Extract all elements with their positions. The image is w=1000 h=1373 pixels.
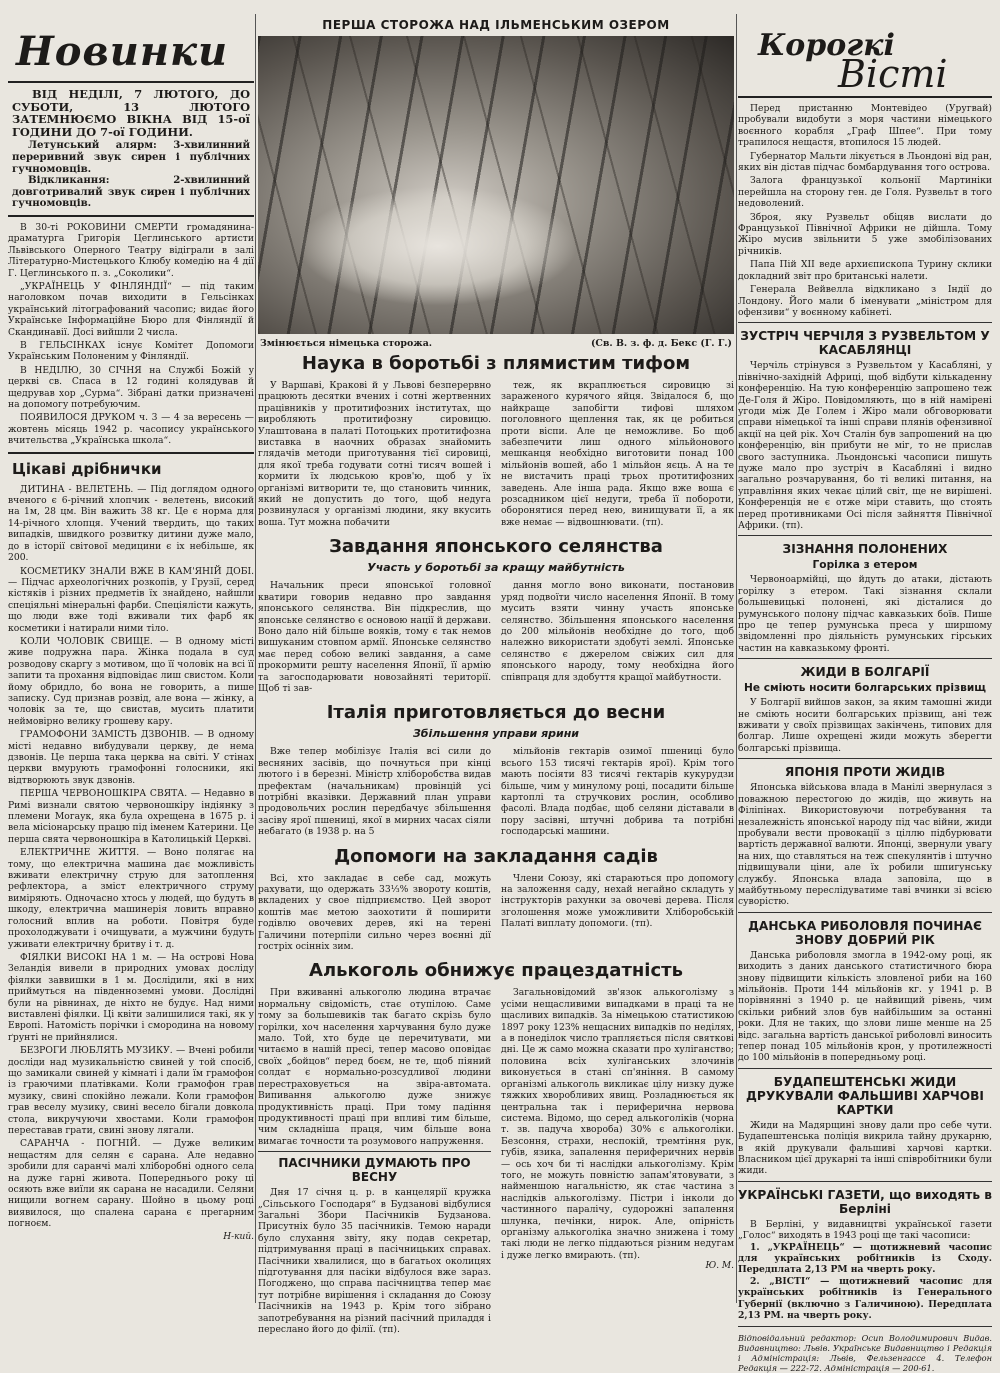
curiosity-item: БЕЗРОГИ ЛЮБЛЯТЬ МУЗИКУ. — Вчені робили досліди над музикальністю свиней у той спосіб, що замикали свиней у кімнаті і дали їм грамофон із граючими платівками. Коли грамофон грав музику, свині спокійно лежали. Коли грамофон грав веселу музику, свині весело бігали довкола стола, викручуючи хвостами. Коли грамофон переставав грати, свині знову лягали. (8, 1045, 254, 1136)
article-text: Дня 17 січня ц. р. в канцелярії кружка „Сільського Господаря“ в Будзанові відбулися Загальні Збори Пасічників Будзанова. Присутніх було 35 пасічників. Темою наради було слухання звіту, яку подав секретар, підтримування праці в пасічницьких справах. Пасічники хвалилися, що в багатьох околицях підготування для пасіки відбулося вже зараз. Погоджено, що справа пасічництва тепер має тут потрібне вирішення і складання до Союзу Пасічників на 1943 р. Крім того зібрано запотребування на різний пасічний приладдя і переслано його до філії. (тп). (258, 1187, 491, 1335)
berlin-papers-headline: УКРАЇНСЬКІ ГАЗЕТИ, що виходять в Берліні (738, 1187, 992, 1216)
all-clear-notice: Відкликання: 2-хвилинний довготривалий звук сирен і публічних гучномовців. (12, 174, 250, 210)
curiosity-item: КОЛИ ЧОЛОВІК СВИЩЕ. — В одному місті живе подружна пара. Жінка подала в суд розводову скаргу з мотивом, що її чоловік на всі її запити та прохання відповідає лиш свистом. Коли йому обридло, бо вона не говорить, а пише записку. Суд признав розвід, але вона — жінку, а чоловік за те, що свистав, мусить платити неймовірно велику грошеву кару. (8, 635, 254, 727)
divider (8, 452, 254, 454)
gardens-headline: Допомоги на закладання садів (334, 845, 658, 867)
article-text: дання могло воно виконати, постановив уряд подвоїти число населення Японії. В тому мусить взяти чинну участь японське селянство. Збільшення японського населення до 200 мільйонів необхідне до того, щоб належно використати здобуті землі. Японське селянство є джерелом свіжих сил для японського народу, тому необхідна його співпраця для здобуття кращої майбутности. (501, 580, 734, 683)
beekeepers-headline: ПАСІЧНИКИ ДУМАЮТЬ ПРО ВЕСНУ (278, 1156, 471, 1185)
bulgaria-headline: ЖИДИ В БОЛГАРІЇ (800, 665, 930, 680)
article-text: Загальновідомий зв'язок алькоголізму з усіми нещасливими випадками в праці та не щасливих випадків. За німецькою статистикою 1897 року 123% нещасних випадків по неділях, а в понеділок число трапляється після святкові дні. Це ж само можна сказати про хуліганство; половина всіх хуліганських злочинів виконується в стані сп'яніння. В самому організмі алькоголь викликає цілу низку дуже тяжких хворобливих явищ. Розладнюється як центральна так і периферична нервова система. Відомо, що серед алькоголіків (чорна т. зв. падуча хвороба) 30% є алькоголіки. Безсоння, страхи, неспокій, тремтіння рук, губів, язика, запалення периферичних нервів — ось хоч би ті наслідки алькоголізму. Крім того, не можуть повністю запам'ятовувати, з найменшою нагальністю, як стає частина з наслідків алькоголізму. Пістри і інколи до частинного паралічу, судорожні запалення шлунка, печінки, нирок. Але, опірність організму алькоголіка значно знижена і тому такі люди не легко піддаються різним недугам і дуже легко вмирають. (тп). (501, 987, 734, 1261)
masthead-word-1: Корогкі (758, 28, 895, 63)
divider (258, 1151, 491, 1152)
divider (8, 81, 254, 83)
masthead-word-2: Вісті (838, 52, 948, 96)
prisoners-subheadline: Горілка з етером (812, 559, 918, 572)
imprint-footer: Відповідальний редактор: Осип Володимирович Видав. Видавництво: Львів. Українське Видавництво і Редакція і Адміністрація: Львів, Фельзенгассе 4. Телефон Редакція — 222-72. Адміністрація — 200-61. (738, 1332, 992, 1373)
divider (738, 658, 992, 659)
article-text: У Варшаві, Кракові й у Львові безперервно працюють десятки вчених і сотні жертвенних працівників у протитифозних інститутах, що виробляють протитифозну сировицю. Улаштована в палаті Потоцьких протитифозна виставка в наочних образах знайомить глядачів методи приготування тієї сировиці, для якої треба годувати сотні тисяч вошей і кормити їх людською кров'ю, щоб у їх організмі витворити те, що становить чинник, який не допустить до того, щоб недуга розвинулася у організмі людини, яку вкусить воша. Тут можна побачити (258, 380, 491, 528)
novynky-masthead: Новинки (16, 28, 229, 75)
paper-item: 2. „ВІСТІ“ — щотижневий часопис для українських робітників із Генерального Губернії (включно з Галичиною). Передплата 2,13 РМ. на чверть року. (738, 1275, 992, 1322)
paper-item: 1. „УКРАЇНЕЦЬ“ — щотижневий часопис для українських робітників із Сходу. Передплата 2,13 РМ на чверть року. (738, 1241, 992, 1276)
sentry-photo (258, 36, 734, 334)
article-text: Начальник преси японської головної кватири говорив недавно про завдання японського селянства. Він підкреслив, що японське селянство є основою нації й держави. Воно дало ній більше вояків, тому є так немов вишуканим стовпом армії. Японське селянство має перед собою великі завдання, а саме прокормити решту населення Японії, її армію та загосподарювати новозайняті території. Щоб ті зав- (258, 580, 491, 694)
caption-text: Змінюється німецька сторожа. (260, 338, 433, 349)
prisoners-headline: ЗІЗНАННЯ ПОЛОНЕНИХ (782, 542, 948, 557)
italy-subheadline: Збільшення управи ярини (412, 727, 580, 741)
article-text: Жиди на Мадярщині знову дали про себе чути. Будапештенська поліція викрила тайну друкарню, в якій друкували фальшиві харчові картки. Власником цієї друкарні та інші співробітники були жиди. (738, 1119, 992, 1177)
alcohol-headline: Алькоголь обнижує працездатність (309, 960, 683, 982)
divider (738, 912, 992, 913)
author-sign: Ю. М. (705, 1261, 734, 1272)
curiosity-item: ПЕРША ЧЕРВОНОШКІРА СВЯТА. — Недавно в Римі визнали святою червоношкіру індіянку з племени Могаук, яка була охрещена в 1675 р. і вела місіонарську працю під іменем Катерини. Це перша свята червоношкіра в Католицькій Церкві. (8, 788, 254, 845)
author-sign: Н-кий. (223, 1231, 254, 1242)
bulgaria-subheadline: Не сміють носити болгарських прізвищ (743, 682, 987, 695)
short-news-masthead (758, 28, 992, 96)
curiosities-title: Цікаві дрібнички (12, 459, 162, 478)
danish-fishing-headline: ДАНСЬКА РИБОЛОВЛЯ ПОЧИНАЄ ЗНОВУ ДОБРИЙ РІК (748, 918, 982, 947)
article-text: Японська військова влада в Манілі звернулася з поважною перестогою до жидів, що живуть на Філіпінах. Використовуючи потребування та незалежність японської народу під час війни, жиди пробували вести провокації з ціллю підбурювати вартість державної валюти. Японці, звернули увагу на них, що ставляться на теж спекулянтів і штучно підвищували ціни, але їх робили шпигунську службу. Японська влада заповіла, що в майбутньому переслідуватиме таві вчинки зі всією суворістю. (738, 782, 992, 908)
article-text: В Берліні, у видавництві української газети „Голос“ виходять в 1943 році ще такі часописи: (738, 1218, 992, 1242)
article-text: теж, як вкраплюється сировицю зі зараженого курячого яйця. Звідалося б, що найкраще запобігти тифові шляхом поголовного щеплення так, як це робиться проти віспи. Але це неможливе. Бо щоб забезпечити лиш одного мільйонового мешканця необхідно виготовити понад 100 мільйонів вошей, або 1 мільйон яєць. А на те не вистачить праці трьох протитифозних заведень. Але інша рада. Якщо вже воша є розсадником цієї недуги, треба її побороти, оборонятися перед нею, винищувати її, а як вже немає — відвошнювати. (тп). (501, 380, 734, 528)
news-briefs (8, 222, 254, 447)
article-text: Черчіль стрінувся з Рузвельтом у Касабляні, у північно-західній Африці, щоб відбути кількаденну конференцію. На тую конференцію запрошено теж Де-Голя й Жіро. Повідомляють, що в ній намірені угоди між Де Голем і Жіро мали обговорювати справи німецької та інші справи плянів офензивної акції на цей рік. Хоч Сталін був запрошений на цю конференцію, він прибути не міг, то не прислав свого заступника. Льондонські часописи пишуть дуже мало про зустріч в Касабляні і видно загально розчарування, бо ті великі питання, на управління яких чекає цілий світ, ще не вирішені. Конференція не є отже міри ставить, що стоять перед противниками Осі після зайняття Північної Африки. (тп). (738, 360, 992, 531)
short-item: Залога французької кольонії Мартиніки перейшла на сторону ген. де Голя. Рузвельт в того недоволений. (738, 175, 992, 210)
curiosity-item: ДИТИНА - ВЕЛЕТЕНЬ. — Під доглядом одного вченого є 6-річний хлопчик - велетень, високий на 1м, 28 цм. Він важить 38 кг. Це є норма для 14-річного хлопця. Учений твердить, що таких випадків, швидкого розвитку дитини дуже мало, до в історії світової медицини є іх небільше, як 200. (8, 483, 254, 564)
divider (738, 322, 992, 323)
curiosity-item: ФІЯЛКИ ВИСОКІ НА 1 м. — На острові Нова Зеландія вивели в природних умовах досліду фіялки заввишки в 1 м. Дослідили, які в них приймуться на південноземні умови. Дослідні були на рівнинах, де ніхто не будує. Над ними виставлені фіялки. Ці квіти залишилися такі, як у Европі. Натомість порічки і смородина на новому ґрунті не прийнялися. (8, 951, 254, 1043)
air-alarm-notice: Летунський алярм: 3-хвилинний переривний звук сирен і публічних гучномовців. (12, 139, 250, 175)
news-item: В НЕДІЛЮ, 30 СІЧНЯ на Службі Божій у церкві св. Спаса в 12 годині колядував й щедрував хор „Сурма“. Зібрані датки призначені на допомогу потребуючим. (8, 364, 254, 411)
blackout-notice: ВІД НЕДІЛІ, 7 ЛЮТОГО, ДО СУБОТИ, 13 ЛЮТОГО ЗАТЕМНЮЄМО ВІКНА ВІД 15-ої ГОДИНИ ДО 7-ої ГОДИНИ. (12, 87, 250, 139)
news-item: ПОЯВИЛОСЯ ДРУКОМ ч. 3 — 4 за вересень — жовтень місяць 1942 р. часопису українського вчительства „Українська школа“. (8, 412, 254, 447)
short-news (738, 103, 992, 318)
budapest-headline: БУДАПЕШТЕНСЬКІ ЖИДИ ДРУКУВАЛИ ФАЛЬШИВІ ХАРЧОВІ КАРТКИ (746, 1074, 984, 1117)
column-rule (255, 14, 256, 1303)
divider (738, 1326, 992, 1327)
alcohol-article (258, 987, 734, 1335)
divider (738, 535, 992, 536)
short-item: Папа Пій XII веде архиєпископа Турину склики докладний звіт про британські налети. (738, 259, 992, 282)
divider (8, 215, 254, 217)
photo-snow (298, 186, 578, 306)
news-item: В 30-ті РОКОВИНИ СМЕРТИ громадянина-драматурга Григорія Цеглинського артисти Львівського Оперного Театру відіграли в залі Літературно-Мистецького Клюбу комедію на 4 дії Г. Цеглинського п. з. „Соколики“. (8, 221, 254, 279)
short-item: Перед пристанню Монтевідео (Уругвай) пробували видобути з моря частини німецького воєнного корабля „Граф Шпее“. При тому трапилося нещастя, втопилося 15 людей. (738, 103, 992, 149)
japan-subheadline: Участь у боротьбі за кращу майбутність (367, 561, 625, 575)
italy-headline: Італія приготовляється до весни (326, 702, 666, 724)
newspaper-page (8, 6, 992, 1373)
divider (738, 758, 992, 759)
photo-caption (260, 338, 732, 349)
curiosity-item: КОСМЕТИКУ ЗНАЛИ ВЖЕ В КАМ'ЯНІЙ ДОБІ. — Підчас археологічних розкопів, у Грузії, серед кістяків і різних предметів їх знайдено, найшли спеціяльні мінеральні фарби. Спеціялісти кажуть, що люди вже тоді вживали тих фарб як косметики і натирали ними тіло. (8, 565, 254, 634)
gardens-article (258, 873, 734, 953)
article-text: Червоноармійці, що йдуть до атаки, дістають горілку з етером. Такі зізнання склали большевицькі полонені, які дісталися до румунського полону підчас кавказьких боїв. Пише про це тепер румунська преса у ширшому звідомленні про діяльність румунських гірських частин на кавказькому фронті. (738, 574, 992, 654)
japan-headline: Завдання японського селянства (329, 536, 663, 558)
article-text: Данська риболовля змогла в 1942-ому році, як виходить з даних данського статистичного бюра знову підвищити кількість зловленої риби на 160 мільйонів. Проти 144 мільйонів кг. у 1941 р. В порівнянні з 1940 р. це найвищий рівень, чим скільки рибний злов був найбільшим за останні роки. Для не таких, що злови лише менше на 25 відс. загальна вартість данської риболовлі виносить тепер понад 105 мільйонів крон, у протилежності до 100 мільйонів в попередньому році. (738, 949, 992, 1064)
italy-article (258, 746, 734, 837)
article-text: У Болгарії вийшов закон, за яким тамошні жиди не сміють носити болгарських прізвищ, ані теж вживати у своїх прізвищах закінчень, типових для болгар. Лише охрещені жиди можуть зберегти болгарські прізвища. (738, 697, 992, 754)
divider (738, 96, 992, 98)
middle-column (258, 6, 734, 1335)
short-item: Губернатор Мальти лікується в Льондоні від ран, яких він дістав підчас бомбардування того острова. (738, 150, 992, 174)
curiosities-list (8, 484, 254, 1242)
curiosity-item: ЕЛЕКТРИЧНЕ ЖИТТЯ. — Воно полягає на тому, що електрична машина дає можливість вживати електричну струю для затоплення рефлектора, а зміст електричного струму виміряють. Одночасно хтось у людей, що будуть в шкоду, електрична машинерія ловить вправно голосний вплив на роботи. Повітря буде прохолоджувати і очищувати, а мужчини будуть уживати електричну бритву і т. д. (8, 847, 254, 950)
article-text: Вже тепер мобілізує Італія всі сили до весняних засівів, що почнуться при кінці лютого і в березні. Міністр хліборобства видав префектам (начальникам) провінцій усі потрібні вказівки. Державний план управи продовольчих рослин передбачує збільшення засіву ярої пшениці, якої в мирних часах сіяли небагато (в 1938 р. на 5 (258, 746, 491, 838)
article-text: Члени Союзу, які стараються про допомогу на заложення саду, нехай негайно складуть у інструкторів рахунки за овочеві дерева. Після зголошення може уможливити Хліборобській Палаті виплату допомоги. (тп). (501, 872, 734, 930)
typhus-article (258, 380, 734, 528)
divider (738, 1181, 992, 1182)
curiosity-item: САРАНЧА - ПОГНІЙ. — Дуже великим нещастям для селян є сарана. Але недавно зробили для саранчі малі хліборобні одного села на дуже гарні живота. Попереднього року ці осяють вже виїли як сарана не насадили. Селяни нищили вогнем сарану. Шойно в цьому році виявилося, що спалена сарана є прегарним погноєм. (8, 1138, 254, 1230)
casablanca-headline: ЗУСТРІЧ ЧЕРЧІЛЯ З РУЗВЕЛЬТОМ У КАСАБЛЯНЦІ (740, 329, 990, 358)
japan-article (258, 580, 734, 694)
japan-jews-headline: ЯПОНІЯ ПРОТИ ЖИДІВ (784, 765, 946, 780)
article-text: мільйонів гектарів озимої пшениці було всього 153 тисячі гектарів ярої). Крім того мають посіяти 83 тисячі гектарів кукурудзи більше, чим у минулому році, посадити більше картоплі та стручкових рослин, особливо фасолі. Влада подбає, щоб селяни діставали в пору засівні, штучні добрива та потрібні господарські машини. (501, 746, 734, 838)
page-top-title: ПЕРША СТОРОЖА НАД ІЛЬМЕНСЬКИМ ОЗЕРОМ (322, 18, 670, 32)
article-text: При вживанні алькоголю людина втрачає нормальну свідомість, стає отупілою. Саме тому за большевиків так багато скрізь було горілки, хоч населення харчування було дуже мало. Той, хто буде це перечитувати, ми читаємо в нашій пресі, тепер масово оповідає своїх „бойцов“ перед боєм, не те, щоб піяний солдат є нормально-розсудливої людини перестраховується на звіра-автомата. Випивання алькоголю дуже знижує продуктивність праці. При тому падіння продуктивності праці при впливі тим більше, чим складніша праця, чим більше вона вимагає точности та розумового напруження. (258, 987, 491, 1147)
left-column (8, 6, 254, 1311)
caption-credit: (Св. В. з. ф. д. Бекс (Г. Г.) (591, 338, 732, 349)
short-item: Генерала Вейвелла відкликано з Індії до Лондону. Його мали б іменувати „міністром для офензиви“ у воєнному кабінеті. (738, 284, 992, 318)
right-column (738, 6, 992, 1373)
short-item: Зброя, яку Рузвельт обіцяв вислати до Французької Північної Африки не дійшла. Тому Жіро мусив звільнити 5 уже змобілізованих річників. (738, 211, 992, 257)
news-item: В ГЕЛЬСІНКАХ існує Комітет Допомоги Українським Полоненим у Фінляндії. (8, 340, 254, 363)
news-item: „УКРАЇНЕЦЬ У ФІНЛЯНДІЇ“ — під таким наголовком почав виходити в Гельсінках український літографований часопис; видає його Українське Інформаційне Бюро для Фінляндії й Скандинавії. Досі вийшли 2 числа. (8, 280, 254, 338)
typhus-headline: Наука в боротьбі з плямистим тифом (301, 353, 691, 374)
article-text: Всі, хто закладає в себе сад, можуть рахувати, що одержать 33⅓% звороту коштів, вкладених у свое підприємство. Цей зворот коштів має метою заохотити й поширити годівлю овочевих дерев, які на терені Галичини потерпіли сильно через воєнні дії гостріх осінніх зим. (258, 872, 491, 953)
divider (738, 1068, 992, 1069)
curiosity-item: ГРАМОФОНИ ЗАМІСТЬ ДЗВОНІВ. — В одному місті недавно вибудували церкву, де нема дзвонів. Це перша така церква на світі. У стінах церкви вмурують грамофонні голосники, які відтворюють звук дзвонів. (8, 729, 254, 786)
column-rule (736, 14, 737, 1303)
